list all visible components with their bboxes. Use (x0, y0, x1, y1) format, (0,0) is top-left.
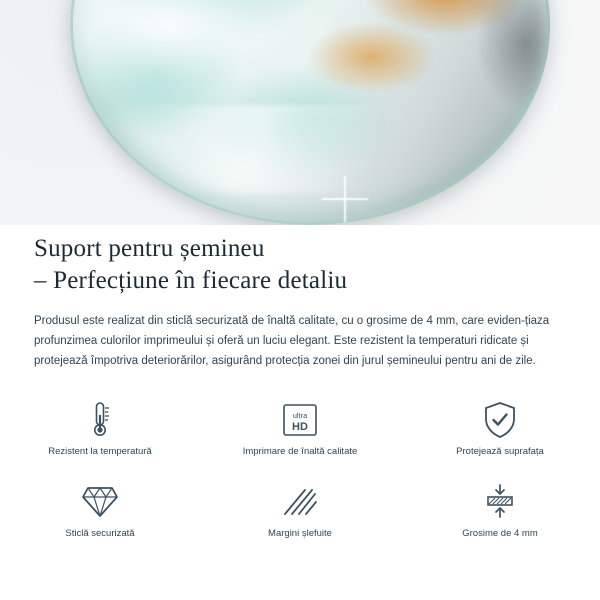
glass-board-product (70, 0, 550, 225)
svg-text:HD: HD (292, 421, 308, 433)
page-title (0, 225, 600, 297)
text-content (0, 225, 600, 371)
feature-item (400, 398, 600, 478)
feature-item (200, 398, 400, 478)
headline-line-1: Suport pentru șemineu (34, 235, 265, 262)
feature-label: Protejează suprafața (456, 446, 544, 457)
polished-edges-icon (281, 480, 319, 524)
headline-line-2: – Perfecțiune în fiecare detaliu (34, 267, 348, 294)
hero-image (0, 0, 600, 225)
thermometer-icon (87, 398, 113, 442)
svg-text:ultra: ultra (292, 411, 308, 420)
feature-item (0, 398, 200, 478)
feature-item (400, 480, 600, 560)
feature-label: Rezistent la temperatură (48, 446, 152, 457)
feature-label: Grosime de 4 mm (462, 528, 538, 539)
feature-label: Margini șlefuite (268, 528, 332, 539)
feature-item (200, 480, 400, 560)
feature-label: Imprimare de înaltă calitate (242, 446, 358, 457)
ultra-hd-icon (282, 398, 318, 442)
diamond-icon (81, 480, 119, 524)
shield-check-icon (483, 398, 517, 442)
thickness-icon (480, 480, 520, 524)
body-paragraph: Produsul este realizat din sticlă securizată de înaltă calitate, cu o grosime de 4 mm, care eviden-țiaza profunzimea culorilor imprimeului și oferă un luciu elegant. Este rezistent la temperaturi ridicate și protejează împotriva deteriorărilor, asigurând protecția zonei din jurul șemineului pentru ani de zile. (34, 315, 550, 367)
feature-item (0, 480, 200, 560)
feature-grid (0, 398, 600, 560)
feature-label: Sticlă securizată (65, 528, 135, 539)
